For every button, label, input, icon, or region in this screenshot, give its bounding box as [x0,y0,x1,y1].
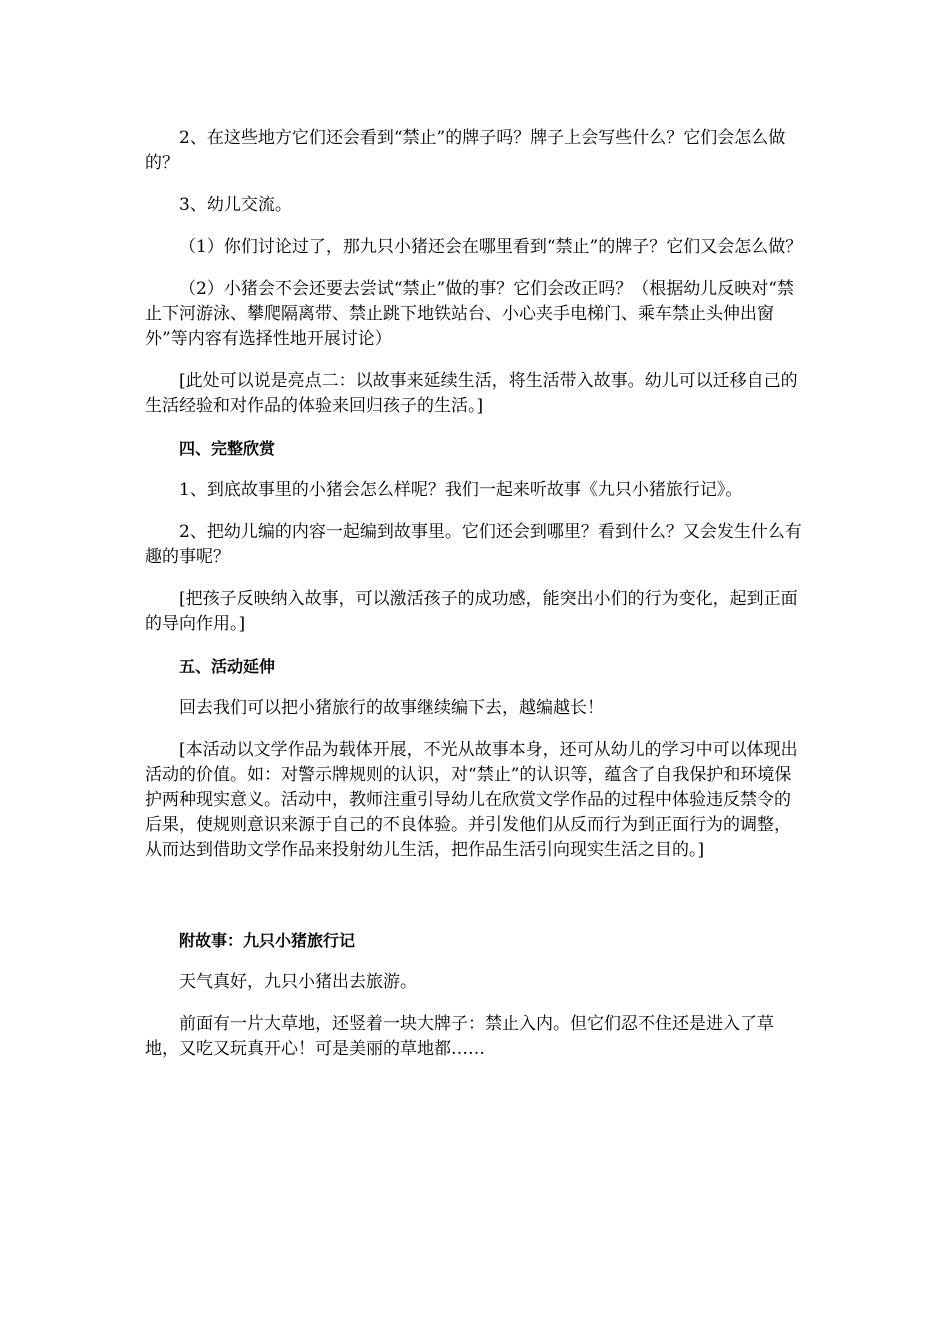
paragraph-discussion-2: （2）小猪会不会还要去尝试“禁止”做的事？它们会改正吗？（根据幼儿反映对“禁止下河游泳、攀爬隔离带、禁止跳下地铁站台、小心夹手电梯门、乘车禁止头伸出窗外”等内容有选择性地开展讨论） [145,279,794,349]
section-heading-5: 五、活动延伸 [179,657,276,676]
paragraph-guidance-note: [把孩子反映纳入故事，可以激活孩子的成功感，能突出小们的行为变化，起到正面的导向作用。] [145,589,798,634]
section-heading-4: 四、完整欣赏 [179,439,276,458]
story-paragraph-1: 天气真好，九只小猪出去旅游。 [179,972,417,992]
paragraph-listen-story: 1、到底故事里的小猪会怎么样呢？我们一起来听故事《九只小猪旅行记》。 [179,480,743,500]
paragraph-discussion-1: （1）你们讨论过了，那九只小猪还会在哪里看到“禁止”的牌子？它们又会怎么做？ [179,237,803,257]
paragraph-add-content: 2、把幼儿编的内容一起编到故事里。它们还会到哪里？看到什么？又会发生什么有趣的事呢？ [145,522,802,567]
document-body [145,126,807,1079]
paragraph-highlight-note: [此处可以说是亮点二：以故事来延续生活，将生活带入故事。幼儿可以迁移自己的生活经验和对作品的体验来回归孩子的生活。] [145,371,798,416]
paragraph-extension: 回去我们可以把小猪旅行的故事继续编下去，越编越长！ [179,698,604,718]
paragraph-summary-note: [本活动以文学作品为载体开展，不光从故事本身，还可从幼儿的学习中可以体现出活动的价值。如：对警示牌规则的认识，对“禁止”的认识等，蕴含了自我保护和环境保护两种现实意义。活动中，教师注重引导幼儿在欣赏文学作品的过程中体验违反禁令的后果，使规则意识来源于自己的不良体验。并引发他们从反而行为到正面行为的调整，从而达到借助文学作品来投射幼儿生活，把作品生活引向现实生活之目的。] [145,740,798,860]
paragraph-question-2: 2、在这些地方它们还会看到“禁止”的牌子吗？牌子上会写些什么？它们会怎么做的？ [145,128,786,173]
story-title: 附故事：九只小猪旅行记 [179,931,356,950]
story-paragraph-2: 前面有一片大草地，还竖着一块大牌子：禁止入内。但它们忍不住还是进入了草地，又吃又玩真开心！可是美丽的草地都…… [145,1014,774,1059]
paragraph-step-3: 3、幼儿交流。 [179,195,292,215]
spacer [145,880,807,928]
